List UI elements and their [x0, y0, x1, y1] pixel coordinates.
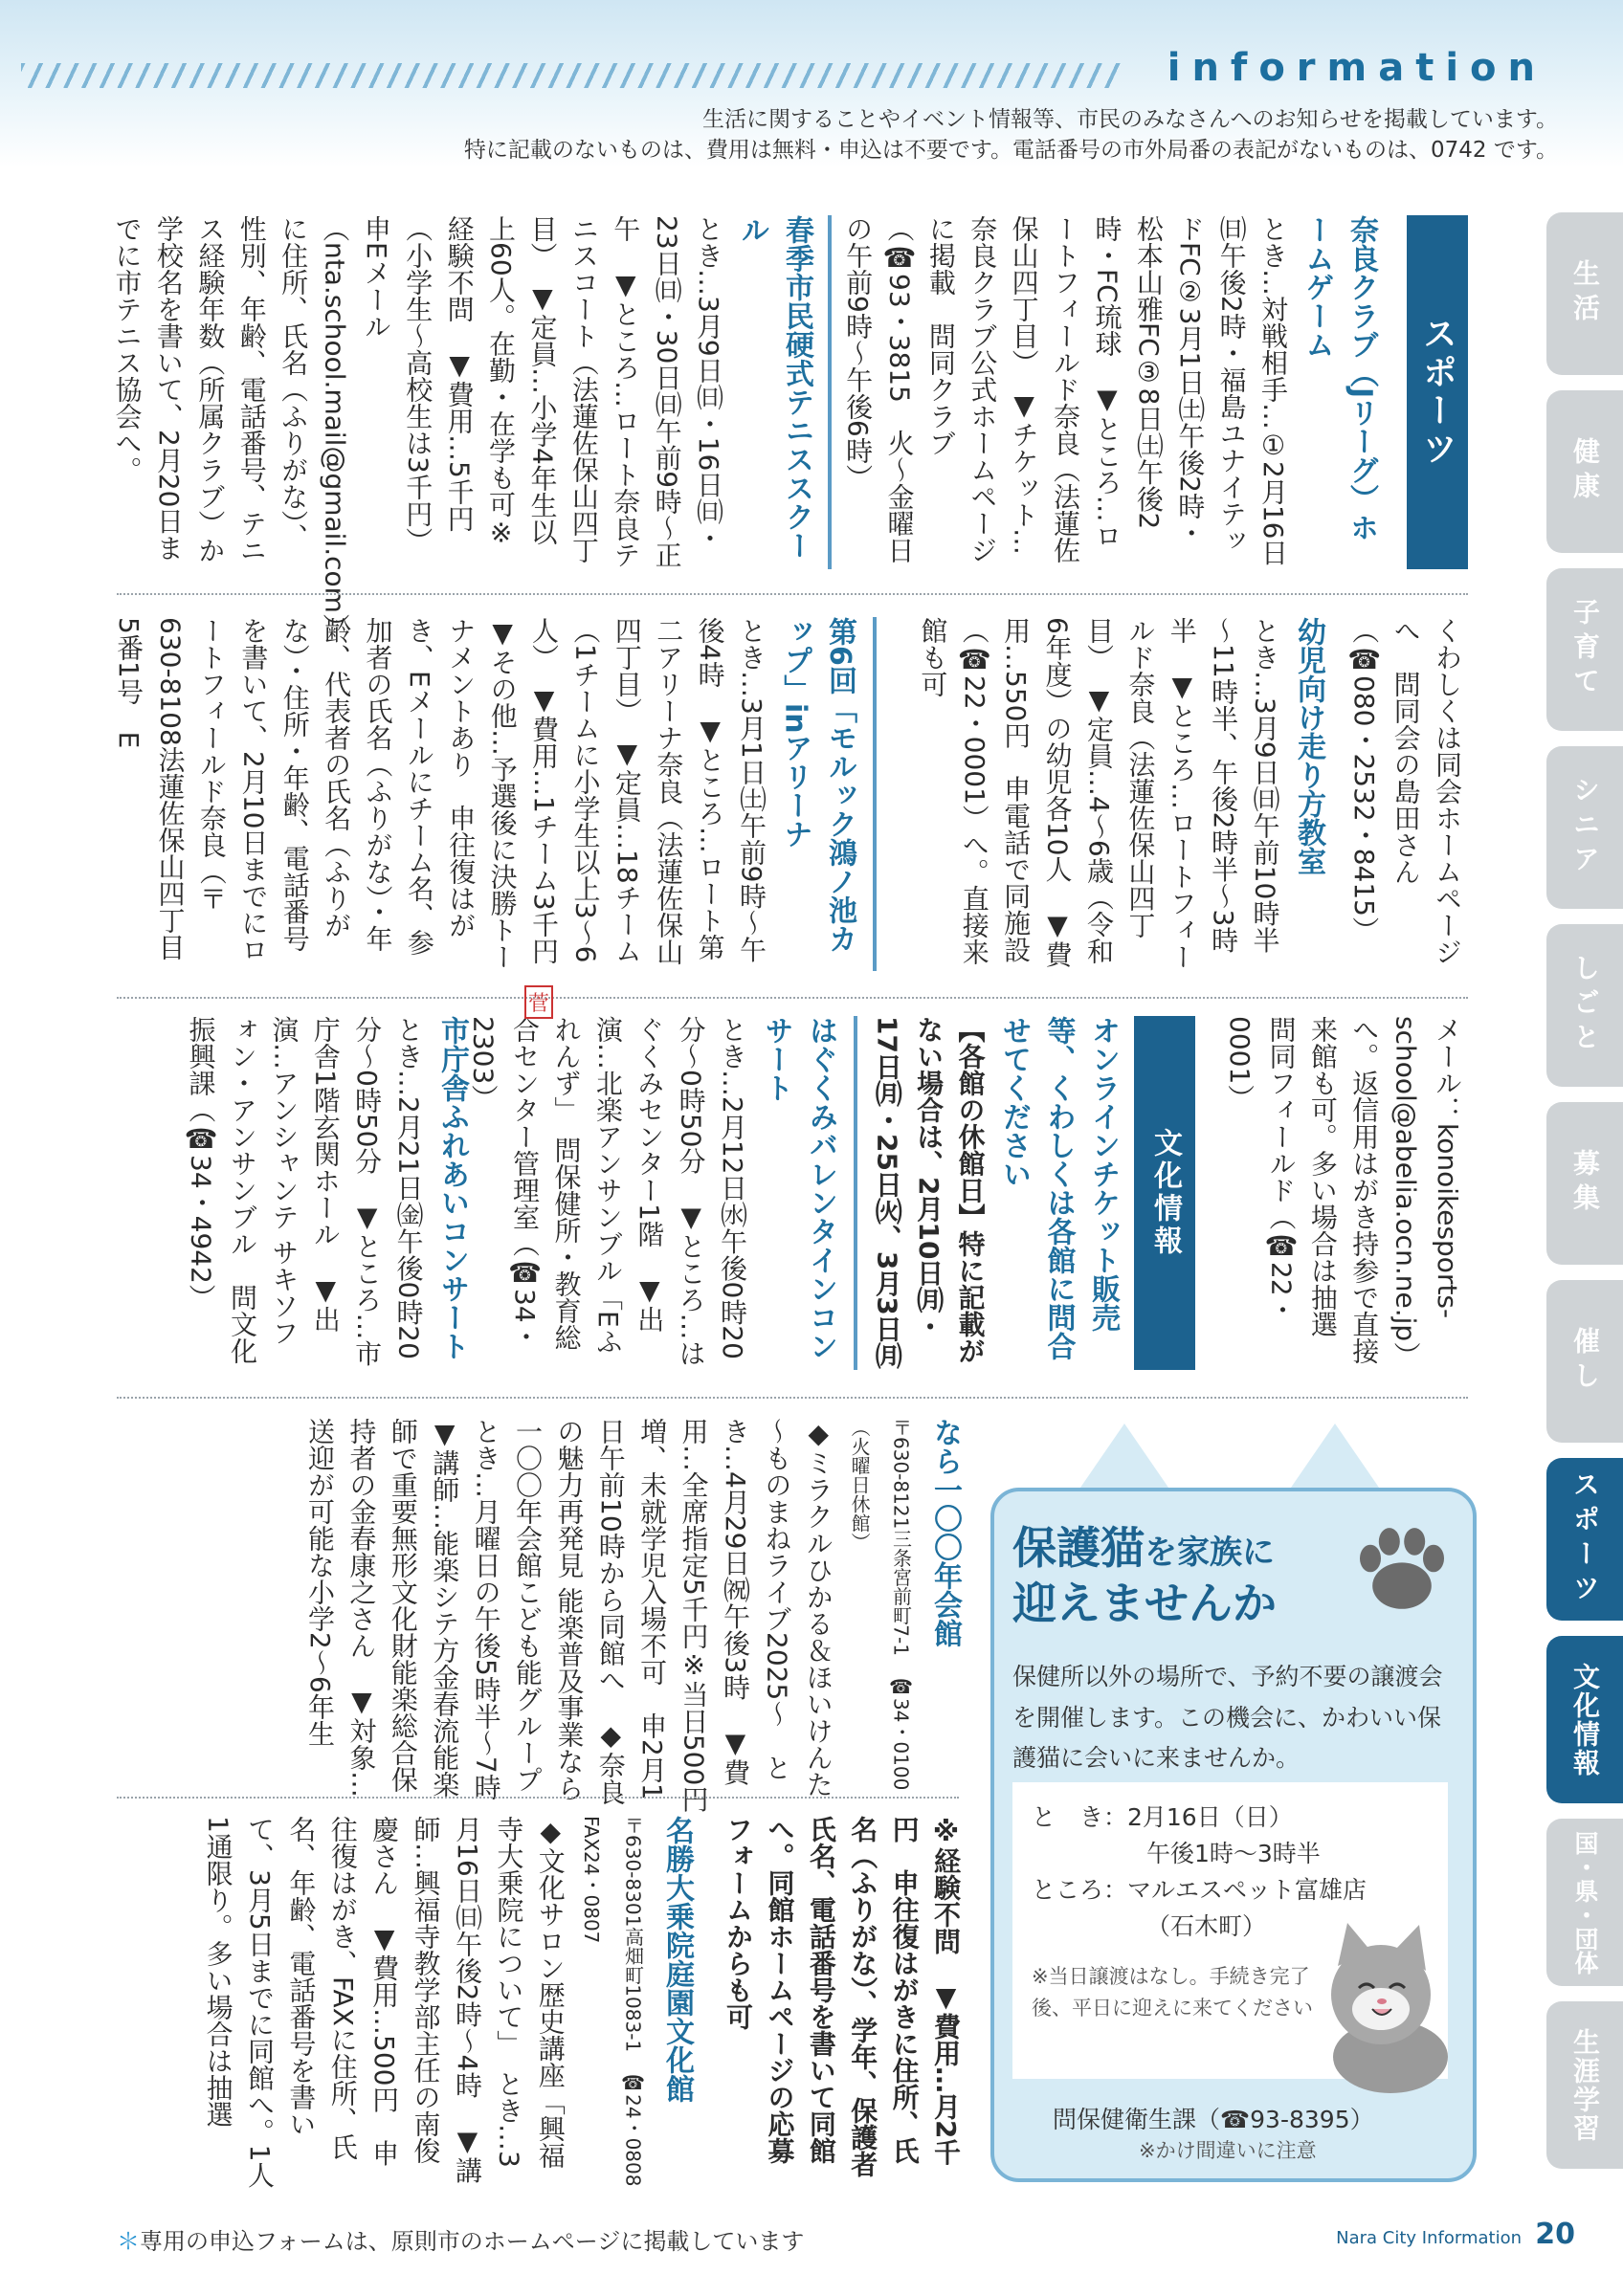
tab-kenko[interactable]: 健康 — [1546, 390, 1623, 553]
header-subtitle-1: 生活に関することやイベント情報等、市民のみなさんへのお知らせを掲載しています。 — [701, 107, 1558, 132]
article-heading: はぐくみバレンタインコンサート — [759, 1016, 837, 1360]
event-time: と き：2月16日（日） — [1032, 1803, 1293, 1831]
article-valentine-concert — [467, 1016, 842, 1370]
article-culture-intro — [871, 1016, 1124, 1370]
page-title: information — [1167, 46, 1546, 90]
footer-brand: Nara City Information — [1336, 2228, 1522, 2248]
article-body: ※経験不問 ▼費用…月2千円 申往復はがきに住所、氏名（ふりがな）、学年、保護者氏名、電話番号を書いて同館へ。同館ホームページの応募フォームからも可 — [723, 1816, 962, 2177]
category-culture: 文化情報 — [1134, 1016, 1195, 1370]
event-place: ところ：マルエスペット富雄店 — [1032, 1876, 1367, 1904]
page-number: 20 — [1535, 2218, 1575, 2251]
article-city-hall-concert — [134, 1016, 474, 1370]
header-stripes — [21, 63, 1122, 88]
article-tennis-school — [111, 215, 818, 640]
cat-title-part: 迎えませんか — [1012, 1577, 1277, 1629]
article-body: ◆ミラクルひかる＆ほいけんた～ものまねライブ2025～ とき…4月29日㈷午後3時 ▼費用…全席指定5千円※当日500円増、未就学児入場不可 申2月1日午前10時から同館へ ◆奈良の魅力再発見 能楽普及事業なら一〇〇年会館こども能グループ とき…月曜日の午後5時半～7時 ▼講師…能楽シテ方金春流能楽師で重要無形文化財能楽総合保持者の金春康之さん ▼対象…送迎が可能な小学2～6年生 — [304, 1418, 834, 1827]
article-nara-club — [842, 215, 1383, 569]
tab-boshu[interactable]: 募集 — [1546, 1102, 1623, 1265]
tab-senior[interactable]: シニア — [1546, 746, 1623, 909]
article-body: とき…3月9日㈰・16日㈰・23日㈰・30日㈰午前9時～正午 ▼ところ…ロート奈良テニスコート（法蓮佐保山四丁目） ▼定員…小学4年生以上60人。在勤・在学も可※経験不問 ▼費用…5千円（小学生～高校生は3千円） 申Eメール（nta.school.mail@gmail.com）に住所、氏名（ふりがな）、性別、年齢、電話番号、テニス経験年数（所属クラブ）か学校名を書いて、2月20日までに市テニス協会へ。 — [111, 215, 724, 640]
tab-kuni-ken-dantai[interactable]: 国・県・団体 — [1546, 1819, 1623, 1986]
column-rule — [873, 617, 877, 971]
header-subtitle-2: 特に記載のないものは、費用は無料・申込は不要です。電話番号の市外局番の表記がないものは、0742 です。 — [463, 138, 1558, 163]
article-heading: なら一〇〇年会館 — [928, 1418, 962, 1647]
event-note: ※当日譲渡はなし。手続き完了後、平日に迎えに来てください — [1032, 1965, 1313, 2020]
article-body: とき…2月21日㈮午後0時20分～0時50分 ▼ところ…市庁舎1階玄関ホール ▼出演…アンシャンテ サキソフォン・アンサンブル 問文化振興課（☎34・4942） — [185, 1016, 425, 1367]
column-rule — [854, 1016, 857, 1370]
divider — [117, 997, 1468, 999]
article-address: 〒630-8301高畑町1083-1 ☎24・0808 FAX24・0807 — [580, 1816, 645, 2206]
article-nara-100-hall — [134, 1418, 967, 1827]
article-running-class — [890, 617, 1330, 971]
article-body: とき…3月1日㈯午前9時～午後4時 ▼ところ…ロート第二アリーナ奈良（法蓮佐保山四丁目） ▼定員…18チーム（1チームに小学生以上3～6人） ▼費用…1チーム3千円 ▼その他…予選後に決勝トーナメントあり 申往復はがき、Eメールにチーム名、参加者の氏名（ふりがな）・年齢、代表者の氏名（ふりがな）・住所・年齢、電話番号を書いて、2月10日までにロートフィールド奈良（〒630-8108法蓮佐保山四丁目5番1号 E — [113, 617, 767, 991]
cat-illustration-icon — [1309, 1913, 1462, 2095]
tab-kosodate[interactable]: 子育て — [1546, 568, 1623, 731]
column-rule — [828, 215, 832, 569]
divider — [117, 1397, 1468, 1399]
tab-sports[interactable]: スポーツ — [1546, 1458, 1623, 1621]
contact-info: 問保健衛生課（☎93-8395） — [1053, 2106, 1374, 2133]
article-heading: 第6回「モルック鴻ノ池カップ」inアリーナ — [778, 617, 856, 953]
event-place-detail: （石木町） — [1146, 1912, 1267, 1940]
divider — [117, 1797, 959, 1799]
article-continued — [1224, 1016, 1468, 1370]
footer-note-text: 専用の申込フォームは、原則市のホームページに掲載しています — [140, 2228, 805, 2255]
category-sports: スポーツ — [1407, 215, 1468, 569]
article-address: 〒630-8121三条宮前町7-1 ☎34・0100（火曜日休館） — [848, 1418, 913, 1791]
footer-asterisk: ＊ — [117, 2228, 140, 2255]
cat-title-part: に — [1242, 1534, 1275, 1572]
article-continued — [1340, 617, 1468, 971]
paw-icon — [1349, 1516, 1455, 1622]
article-body: とき…対戦相手…①2月16日㈰午後2時・福島ユナイテッドFC②3月1日㈯午後2時・松本山雅FC③8日㈯午後2時・FC琉球 ▼ところ…ロートフィールド奈良（法蓮佐保山四丁目） ▼チケット…奈良クラブ公式ホームページに掲載 問同クラブ（☎93・3815 火～金曜日の午前9時～午後6時） — [842, 215, 1289, 566]
article-heading: オンラインチケット販売等、くわしくは各館に問合せてください — [997, 1016, 1120, 1360]
article-body: ◆文化サロン歴史講座「興福寺大乗院について」 とき…3月16日㈰午後2時～4時 ▼講師…興福寺教学部主任の南俊慶さん ▼費用…500円 申往復はがき、FAXに住所、氏名、年齢、電話番号を書いて、3月5日までに同館へ。1人1通限り。多い場合は抽選 — [202, 1816, 567, 2189]
article-body: くわしくは同会ホームページへ 問同会の島田さん（☎080・2532・8415） — [1348, 617, 1463, 965]
event-time-detail: 午後1時～3時半 — [1146, 1840, 1321, 1867]
article-body: とき…2月12日㈬午後0時20分～0時50分 ▼ところ…はぐくみセンター1階 ▼出演…北楽アンサンブル「Eふれんず」 問保健所・教育総合センター管理室（☎34・2303） — [467, 1016, 748, 1367]
article-heading: 名勝大乗院庭園文化館 — [660, 1816, 694, 2103]
tab-shigoto[interactable]: しごと — [1546, 924, 1623, 1087]
cat-title-part: 保護猫 — [1012, 1522, 1145, 1574]
tab-moyoshi[interactable]: 催し — [1546, 1280, 1623, 1443]
footer-note — [117, 2222, 804, 2256]
tab-seikatsu[interactable]: 生活 — [1546, 212, 1623, 375]
tab-bunka-joho[interactable]: 文化情報 — [1546, 1636, 1623, 1803]
cat-box-description: 保健所以外の場所で、予約不要の譲渡会を開催します。この機会に、かわいい保護猫に会いに来ませんか。 — [1012, 1663, 1443, 1772]
article-heading: 奈良クラブ（Jリーグ）ホームゲーム — [1300, 215, 1378, 542]
article-body: メール：konoikesports-school@abelia.ocn.ne.jp）へ。返信用はがき持参で直接来館も可。多い場合は抽選 問同フィールド（☎22・0001） — [1224, 1016, 1463, 1369]
article-molkky-cup — [113, 617, 861, 991]
article-daijoin-garden — [134, 1816, 699, 2206]
cat-title-part: を家族 — [1145, 1534, 1242, 1572]
article-body: とき…3月9日㈰午前10時半～11時半、午後2時半～3時半 ▼ところ…ロートフィールド奈良（法蓮佐保山四丁目） ▼定員…4～6歳（令和6年度）の幼児各10人 ▼費用…550円 申電話で同施設（☎22・0001）へ。直接来館も可 — [917, 617, 1281, 970]
tab-shogai-gakushu[interactable]: 生涯学習 — [1546, 2001, 1623, 2169]
article-heading: 幼児向け走り方教室 — [1292, 617, 1325, 875]
article-heading: 春季市民硬式テニススクール — [735, 215, 813, 560]
red-badge: 菅 — [524, 985, 553, 1019]
cat-box-title — [1012, 1521, 1357, 1631]
divider — [117, 593, 1468, 595]
article-body: 【各館の休館日】特に記載がない場合は、2月10日㈪・17日㈪・25日㈫、3月3日㈪ — [871, 1016, 987, 1369]
article-continued — [708, 1816, 967, 2189]
article-heading: 市庁舎ふれあいコンサート — [435, 1016, 469, 1360]
contact-note: ※かけ間違いに注意 — [1139, 2139, 1317, 2162]
